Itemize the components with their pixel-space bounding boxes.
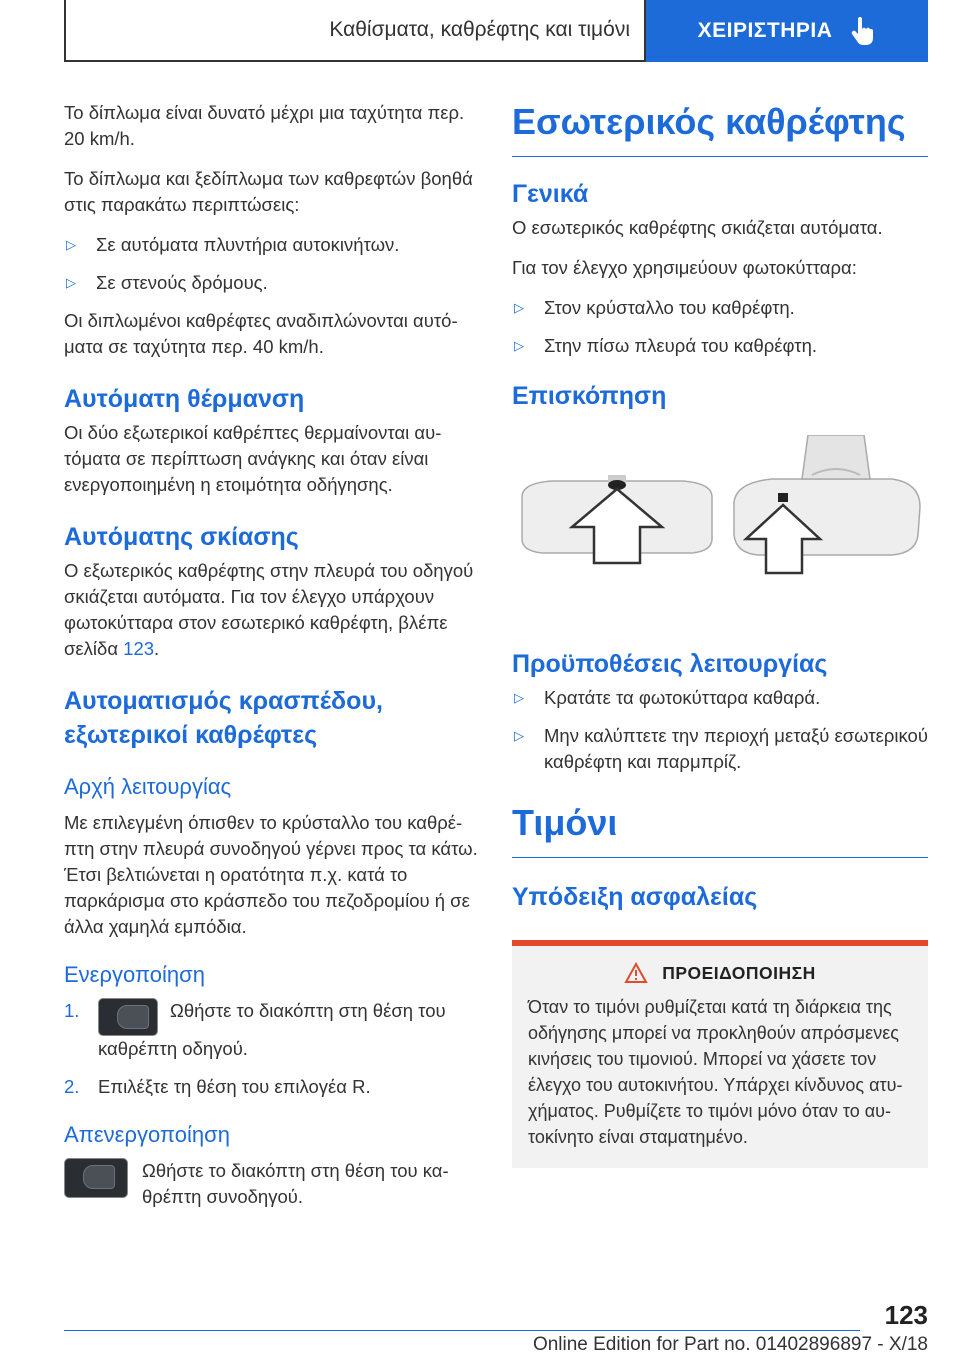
heading-steering-wheel: Τιμόνι <box>512 801 928 858</box>
triangle-bullet-icon: ▷ <box>66 237 76 252</box>
mirror-switch-icon <box>98 998 158 1036</box>
heading-overview: Επισκόπηση <box>512 382 667 410</box>
heading-safety-note: Υπόδειξη ασφαλείας <box>512 883 758 911</box>
paragraph: Το δίπλωμα είναι δυνατό μέχρι μια ταχύτητα περ. 20 km/h. <box>64 102 465 149</box>
paragraph: Με επιλεγμένη όπισθεν το κρύσταλλο του καθρέπτη στην πλευρά συνοδηγού γέρνει προς τα κάτω. Έτσι βελτιώνεται η ορατότητα π.χ. κατά το παρκάρισμα στο κράσπεδο του πεζοδρομίου ή σε άλλα χαμηλά εμπόδια. <box>64 812 478 937</box>
list-item: 2. Επιλέξτε τη θέση του επιλογέα R. <box>64 1076 371 1097</box>
page-number: 123 <box>884 1300 928 1330</box>
list-item: ▷ Στην πίσω πλευρά του καθρέφτη. <box>512 333 928 359</box>
list-item: ▷ Σε αυτόματα πλυντήρια αυτοκινήτων. <box>64 232 478 258</box>
chapter-title: Καθίσματα, καθρέφτης και τιμόνι <box>64 0 646 62</box>
triangle-bullet-icon: ▷ <box>514 728 524 743</box>
manual-section-tab[interactable] <box>646 0 928 62</box>
heading-automatic-heating: Αυτόματη θέρμανση <box>64 385 305 413</box>
warning-box <box>512 940 928 1168</box>
page-reference-link[interactable]: 123 <box>123 638 155 659</box>
list-item: Ωθήστε το διακόπτη στη θέση του καθρέπτη συνοδηγού. <box>64 1158 478 1210</box>
warning-triangle-icon <box>624 962 648 984</box>
heading-curb-automation: Αυτοματισμός κρασπέδου, εξωτερικοί καθρέφτες <box>64 687 383 749</box>
paragraph: Οι δύο εξωτερικοί καθρέπτες θερμαίνονται αυτόματα σε περίπτωση ανάγκης και όταν είναι ενεργοποιημένη η ετοιμότητα οδήγησης. <box>64 422 442 495</box>
paragraph: Ο εσωτερικός καθρέφτης σκιάζεται αυτόματα. <box>512 217 883 238</box>
list-item: 1. Ωθήστε το διακόπτη στη θέση του καθρέπτη οδηγού. <box>64 1000 446 1059</box>
heading-deactivation: Απενεργοποίηση <box>64 1122 230 1147</box>
hand-pointer-icon <box>850 16 876 46</box>
paragraph: Ο εξωτερικός καθρέφτης στην πλευρά του οδηγού σκιάζεται αυτόματα. Για τον έλεγχο υπάρχουν φωτοκύτταρα στον εσωτερικό καθρέφτη, βλέπε σελίδα 123. <box>64 560 474 659</box>
right-column <box>512 100 928 1168</box>
triangle-bullet-icon: ▷ <box>514 690 524 705</box>
mirror-photocell-illustration <box>512 435 928 625</box>
list-item: ▷ Σε στενούς δρόμους. <box>64 270 478 296</box>
left-column <box>64 100 478 1222</box>
warning-text: Όταν το τιμόνι ρυθμίζεται κατά τη διάρκεια της οδήγησης μπορεί να προκληθούν απρόσμενες κινήσεις του τιμονιού. Μπορεί να χάσετε τον έλεγχο του αυτοκινήτου. Υπάρχει κίνδυνος ατυχήματος. Ρυθμίζετε το τιμόνι μόνο όταν το αυτοκίνητο είναι σταματημένο. <box>528 997 903 1147</box>
page-header <box>64 0 928 64</box>
heading-activation: Ενεργοποίηση <box>64 962 205 987</box>
mirror-back-view <box>734 435 920 573</box>
heading-principle: Αρχή λειτουργίας <box>64 774 232 799</box>
heading-general: Γενικά <box>512 180 589 208</box>
triangle-bullet-icon: ▷ <box>514 300 524 315</box>
paragraph: Για τον έλεγχο χρησιμεύουν φωτοκύτταρα: <box>512 257 857 278</box>
heading-interior-mirror: Εσωτερικός καθρέφτης <box>512 100 928 157</box>
heading-automatic-dimming: Αυτόματης σκίασης <box>64 523 299 551</box>
paragraph: Το δίπλωμα και ξεδίπλωμα των καθρεφτών βοηθά στις παρακάτω περιπτώσεις: <box>64 168 473 215</box>
footer-divider <box>64 1330 860 1331</box>
mirror-switch-icon <box>64 1158 128 1198</box>
triangle-bullet-icon: ▷ <box>66 275 76 290</box>
mirror-front-view <box>522 475 712 563</box>
manual-section-label: ΧΕΙΡΙΣΤΗΡΙΑ <box>697 19 833 42</box>
triangle-bullet-icon: ▷ <box>514 338 524 353</box>
paragraph: Οι διπλωμένοι καθρέφτες αναδιπλώνονται αυτόματα σε ταχύτητα περ. 40 km/h. <box>64 310 458 357</box>
heading-requirements: Προϋποθέσεις λειτουργίας <box>512 650 828 678</box>
warning-header <box>528 962 912 984</box>
list-item: ▷ Στον κρύσταλλο του καθρέφτη. <box>512 295 928 321</box>
list-item: ▷ Κρατάτε τα φωτοκύτταρα καθαρά. <box>512 685 928 711</box>
list-item: ▷ Μην καλύπτετε την περιοχή μεταξύ εσωτερικού καθρέφτη και παρμπρίζ. <box>512 723 928 775</box>
warning-title: ΠΡΟΕΙΔΟΠΟΙΗΣΗ <box>662 962 816 983</box>
edition-footer: Online Edition for Part no. 01402896897 - X/18 <box>532 1334 928 1355</box>
